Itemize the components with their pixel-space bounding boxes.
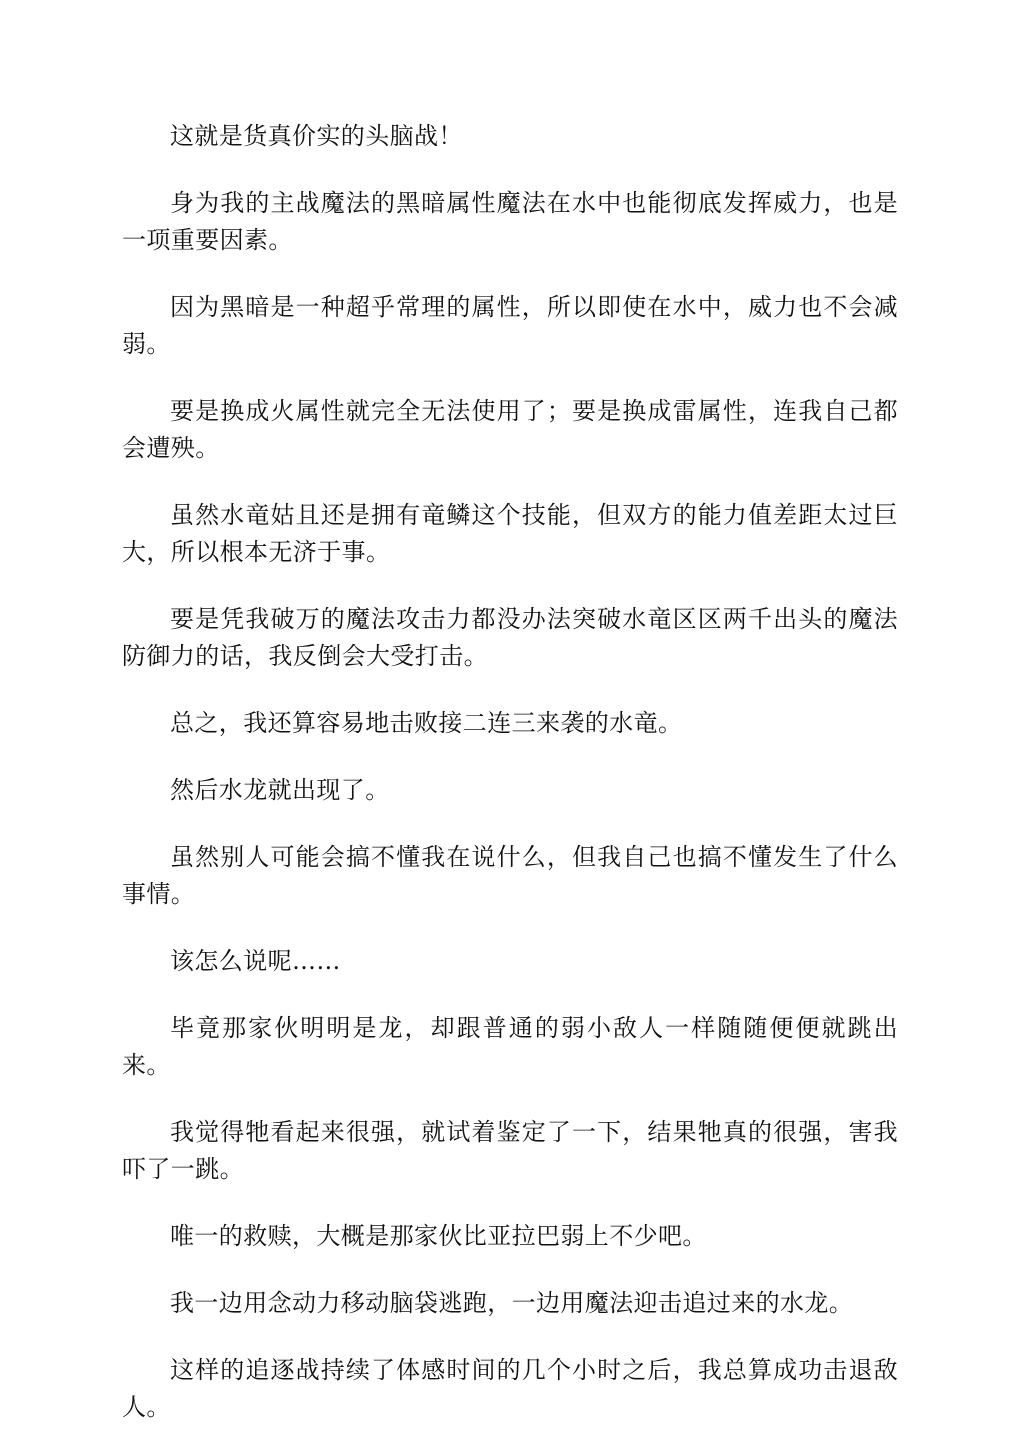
paragraph: 虽然别人可能会搞不懂我在说什么，但我自己也搞不懂发生了什么事情。	[122, 843, 898, 908]
paragraph: 我觉得牠看起来很强，就试着鉴定了一下，结果牠真的很强，害我吓了一跳。	[122, 1118, 898, 1183]
paragraph: 这就是货真价实的头脑战！	[170, 122, 463, 150]
paragraph: 毕竟那家伙明明是龙，却跟普通的弱小敌人一样随随便便就跳出来。	[122, 1014, 898, 1079]
paragraph: 要是换成火属性就完全无法使用了；要是换成雷属性，连我自己都会遭殃。	[122, 397, 898, 462]
paragraph: 总之，我还算容易地击败接二连三来袭的水竜。	[170, 709, 683, 737]
paragraph: 我一边用念动力移动脑袋逃跑，一边用魔法迎击追过来的水龙。	[170, 1289, 854, 1317]
paragraph: 虽然水竜姑且还是拥有竜鳞这个技能，但双方的能力值差距太过巨大，所以根本无济于事。	[122, 501, 898, 566]
paragraph: 身为我的主战魔法的黑暗属性魔法在水中也能彻底发挥威力，也是一项重要因素。	[122, 189, 898, 254]
body-text	[122, 118, 898, 1456]
paragraph: 这样的追逐战持续了体感时间的几个小时之后，我总算成功击退敌人。	[122, 1356, 898, 1421]
paragraph: 然后水龙就出现了。	[170, 776, 390, 804]
paragraph: 因为黑暗是一种超乎常理的属性，所以即使在水中，威力也不会减弱。	[122, 293, 898, 358]
paragraph: 要是凭我破万的魔法攻击力都没办法突破水竜区区两千出头的魔法防御力的话，我反倒会大受打击。	[122, 605, 898, 670]
paragraph: 唯一的救赎，大概是那家伙比亚拉巴弱上不少吧。	[170, 1222, 707, 1250]
paragraph: 该怎么说呢……	[170, 947, 341, 975]
